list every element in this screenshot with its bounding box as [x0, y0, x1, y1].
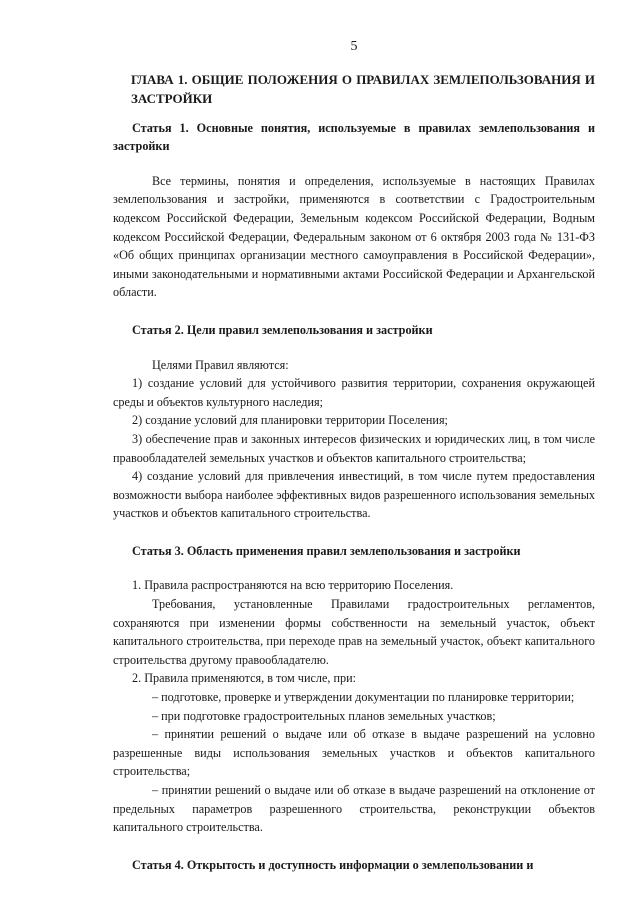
article-3-item: – принятии решений о выдаче или об отказе в выдаче разрешений на отклонение от предельных параметров разрешенного строительства, реконструкции объектов капитального строительства.	[113, 783, 595, 835]
article-3-item: – при подготовке градостроительных планов земельных участков;	[152, 708, 496, 723]
chapter-title: ГЛАВА 1. ОБЩИЕ ПОЛОЖЕНИЯ О ПРАВИЛАХ ЗЕМЛЕПОЛЬЗОВАНИЯ И ЗАСТРОЙКИ	[131, 71, 595, 106]
article-3-paragraph-1: 1. Правила распространяются на всю территорию Поселения.	[132, 578, 454, 593]
article-2-item: 4) создание условий для привлечения инвестиций, в том числе путем предоставления возможности выбора наиболее эффективных видов разрешенного использования земельных участков и объектов капитального строительства.	[113, 469, 595, 521]
article-2-title: Статья 2. Цели правил землепользования и застройки	[132, 322, 433, 337]
article-2-item: 2) создание условий для планировки территории Поселения;	[132, 413, 448, 428]
article-4-title: Статья 4. Открытость и доступность информации о землепользовании и	[132, 857, 534, 872]
article-3-title: Статья 3. Область применения правил землепользования и застройки	[132, 543, 521, 558]
article-3-paragraph-2: Требования, установленные Правилами градостроительных регламентов, сохраняются при изменении формы собственности на земельный участок, объект капитального строительства, при переходе прав на земельный участок, объект капитального строительства другому правообладателю.	[113, 597, 595, 667]
article-1-paragraph: Все термины, понятия и определения, используемые в настоящих Правилах землепользования и застройки, применяются в соответствии с Градостроительным кодексом Российской Федерации, Земельным кодексом Российской Федерации, Водным кодексом Российской Федерации, Федеральным законом от 6 октября 2003 года № 131-ФЗ «Об общих принципах организации местного самоуправления в Российской Федерации», иными законодательными и нормативными актами Российской Федерации и Архангельской области.	[113, 173, 595, 300]
article-2-item: 1) создание условий для устойчивого развития территории, сохранения окружающей среды и объектов культурного наследия;	[113, 376, 595, 409]
article-3-paragraph-3: 2. Правила применяются, в том числе, при:	[132, 671, 356, 686]
article-2-item: 3) обеспечение прав и законных интересов физических и юридических лиц, в том числе правообладателей земельных участков и объектов капитального строительства;	[113, 431, 595, 465]
page-number: 5	[350, 39, 358, 54]
article-1-title: Статья 1. Основные понятия, используемые в правилах землепользования и застройки	[113, 120, 595, 154]
article-3-item: – подготовке, проверке и утверждении документации по планировке территории;	[152, 690, 575, 705]
article-2-intro: Целями Правил являются:	[152, 357, 289, 372]
article-3-item: – принятии решений о выдаче или об отказе в выдаче разрешений на условно разрешенные виды использования земельных участков и объектов капитального строительства;	[113, 727, 595, 779]
